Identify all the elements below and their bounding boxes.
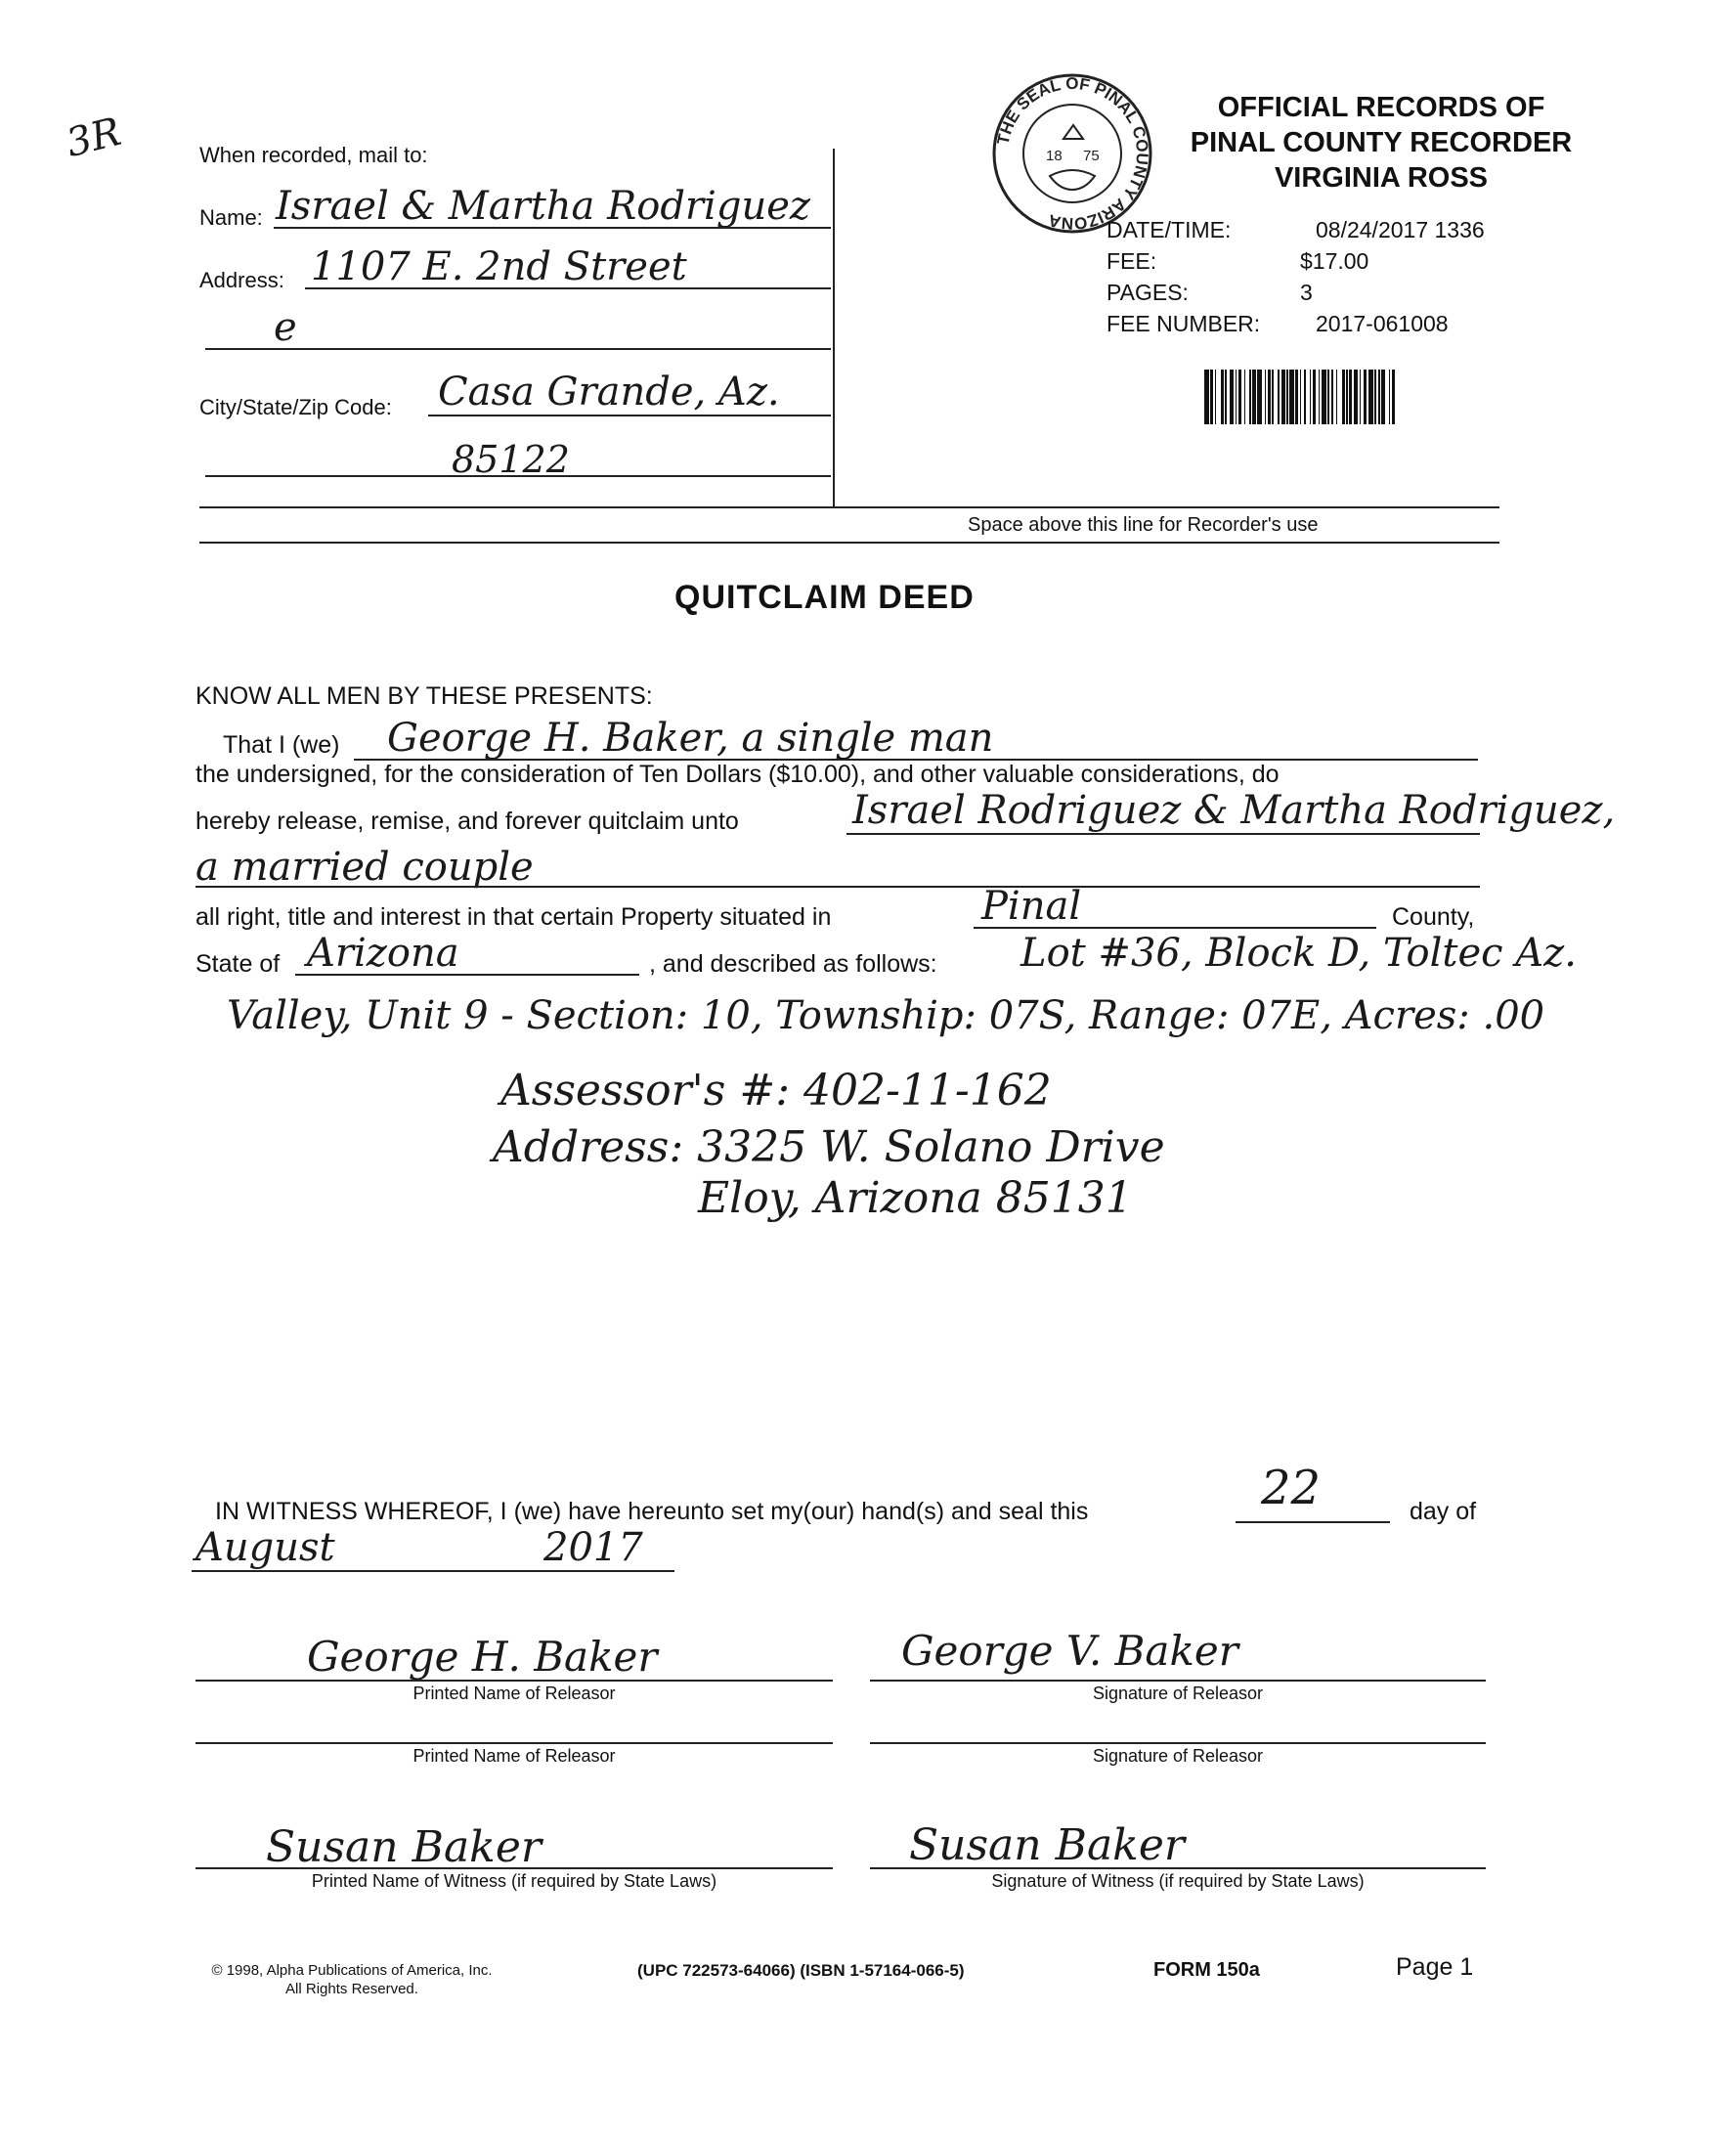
witness-signature-line — [870, 1867, 1486, 1869]
signature-1-line — [870, 1680, 1486, 1682]
barcode-bar — [1346, 370, 1348, 424]
mail-to-divider — [833, 149, 835, 506]
recorder-bottom-line — [199, 542, 1499, 544]
witness-signature-value: Susan Baker — [909, 1820, 1185, 1870]
barcode-bar — [1278, 370, 1280, 424]
grantee-line1-value: Israel Rodriguez & Martha Rodriguez, — [852, 788, 1616, 833]
city-value: Casa Grande, Az. — [438, 370, 780, 415]
record-datetime-label: DATE/TIME: — [1107, 217, 1232, 242]
barcode-bar — [1230, 370, 1235, 424]
witness-date-line — [192, 1570, 674, 1572]
barcode-bar — [1310, 370, 1312, 424]
recorder-header-line2: PINAL COUNTY RECORDER — [1190, 127, 1573, 158]
signature-1-value: George V. Baker — [901, 1627, 1238, 1675]
state-value: Arizona — [307, 931, 459, 976]
legal-line2: Valley, Unit 9 - Section: 10, Township: 07S, Range: 07E, Acres: .00 — [227, 993, 1545, 1038]
witness-printed-line — [195, 1867, 833, 1869]
barcode-bar — [1349, 370, 1352, 424]
page-number: Page 1 — [1396, 1953, 1474, 1981]
witness-signature-label: Signature of Witness (if required by State Laws) — [991, 1871, 1365, 1891]
barcode-bar — [1331, 370, 1333, 424]
record-fee-number-value: 2017-061008 — [1316, 311, 1449, 336]
copyright-line1: © 1998, Alpha Publications of America, Inc. — [211, 1962, 493, 1979]
witness-text: IN WITNESS WHEREOF, I (we) have hereunto set my(our) hand(s) and seal this — [215, 1498, 1089, 1525]
barcode-bar — [1210, 370, 1213, 424]
recorder-top-line — [199, 506, 1499, 508]
copyright-line2: All Rights Reserved. — [285, 1981, 418, 1997]
signature-2-label: Signature of Releasor — [1092, 1746, 1264, 1766]
barcode-bar — [1215, 370, 1217, 424]
deed-title: QUITCLAIM DEED — [674, 579, 975, 616]
upc-isbn-codes: (UPC 722573-64066) (ISBN 1-57164-066-5) — [637, 1961, 965, 1980]
county-seal-icon — [989, 70, 1155, 237]
state-line — [295, 974, 639, 976]
barcode-bar — [1295, 370, 1298, 424]
barcode-bar — [1392, 370, 1395, 424]
barcode-bar — [1327, 370, 1329, 424]
barcode-bar — [1336, 370, 1338, 424]
grantor-value: George H. Baker, a single man — [387, 716, 994, 761]
address-line — [305, 287, 831, 289]
that-label: That I (we) — [223, 731, 340, 759]
city-label: City/State/Zip Code: — [199, 395, 392, 419]
city-line — [428, 415, 831, 416]
barcode-bar — [1374, 370, 1376, 424]
county-line — [974, 927, 1376, 929]
barcode-bar — [1268, 370, 1271, 424]
barcode-bar — [1389, 370, 1391, 424]
barcode-bar — [1238, 370, 1241, 424]
address-line2 — [205, 348, 831, 350]
svg-text:18: 18 — [1046, 148, 1063, 164]
record-fee-label: FEE: — [1107, 248, 1157, 274]
witness-printed-label: Printed Name of Witness (if required by State Laws) — [311, 1871, 717, 1891]
barcode-bar — [1378, 370, 1380, 424]
legal-line1: Lot #36, Block D, Toltec Az. — [1020, 931, 1577, 976]
witness-year-value: 2017 — [543, 1525, 643, 1570]
printed-name-1-line — [195, 1680, 833, 1682]
county-label: County, — [1392, 903, 1475, 931]
barcode-bar — [1221, 370, 1224, 424]
barcode-bar — [1281, 370, 1284, 424]
know-all-text: KNOW ALL MEN BY THESE PRESENTS: — [195, 682, 653, 710]
barcode-bar — [1249, 370, 1251, 424]
printed-name-1-value: George H. Baker — [307, 1633, 658, 1681]
grantee-line2-value: a married couple — [195, 845, 534, 890]
barcode-bar — [1319, 370, 1321, 424]
record-datetime-value: 08/24/2017 1336 — [1316, 217, 1485, 242]
barcode-bar — [1354, 370, 1359, 424]
zip-line — [205, 475, 831, 477]
zip-value: 85122 — [452, 438, 570, 481]
barcode-bar — [1342, 370, 1345, 424]
barcode-bar — [1300, 370, 1302, 424]
barcode-bar — [1225, 370, 1227, 424]
svg-text:THE SEAL OF PINAL COUNTY ARIZO: THE SEAL OF PINAL COUNTY ARIZONA — [993, 73, 1152, 234]
barcode-bar — [1364, 370, 1367, 424]
name-label: Name: — [199, 205, 263, 230]
grantee-line1 — [846, 833, 1480, 835]
barcode-bar — [1252, 370, 1255, 424]
record-fee-number-label: FEE NUMBER: — [1107, 311, 1261, 336]
form-number: FORM 150a — [1153, 1959, 1260, 1981]
printed-name-2-line — [195, 1742, 833, 1744]
grantee-line2 — [195, 886, 1480, 888]
record-fee-value: $17.00 — [1300, 248, 1369, 274]
record-pages-value: 3 — [1300, 280, 1313, 305]
witness-month-value: August — [195, 1525, 335, 1570]
barcode-bar — [1304, 370, 1306, 424]
barcode-bar — [1313, 370, 1316, 424]
consideration-text: the undersigned, for the consideration of Ten Dollars ($10.00), and other valuable considerations, do — [195, 761, 1280, 788]
release-text: hereby release, remise, and forever quitclaim unto — [195, 808, 739, 835]
property-address-line1: Address: 3325 W. Solano Drive — [493, 1122, 1165, 1172]
svg-text:75: 75 — [1083, 148, 1100, 164]
address-label: Address: — [199, 268, 284, 292]
county-value: Pinal — [981, 884, 1082, 929]
name-line — [274, 227, 831, 229]
witness-printed-value: Susan Baker — [266, 1822, 542, 1872]
barcode-bar — [1360, 370, 1362, 424]
copyright-notice — [184, 1961, 520, 1998]
record-pages-label: PAGES: — [1107, 280, 1189, 305]
printed-name-2-label: Printed Name of Releasor — [412, 1746, 616, 1766]
address-line2-value: e — [274, 305, 297, 350]
barcode-bar — [1322, 370, 1326, 424]
signature-2-line — [870, 1742, 1486, 1744]
barcode-bar — [1265, 370, 1267, 424]
witness-day-of: day of — [1410, 1498, 1477, 1525]
barcode-bar — [1257, 370, 1262, 424]
name-value: Israel & Martha Rodriguez — [276, 184, 810, 229]
barcode-bar — [1236, 370, 1237, 424]
printed-name-1-label: Printed Name of Releasor — [412, 1684, 616, 1703]
state-label: State of — [195, 950, 281, 978]
barcode-bar — [1272, 370, 1274, 424]
barcode-bar — [1368, 370, 1373, 424]
margin-note: 3R — [62, 109, 126, 167]
assessor-number: Assessor's #: 402-11-162 — [500, 1066, 1052, 1115]
barcode-bar — [1286, 370, 1288, 424]
barcode-bar — [1381, 370, 1384, 424]
property-address-line2: Eloy, Arizona 85131 — [698, 1173, 1133, 1223]
mail-to-heading: When recorded, mail to: — [199, 143, 428, 167]
address-value: 1107 E. 2nd Street — [311, 244, 687, 289]
barcode-bar — [1289, 370, 1294, 424]
signature-1-label: Signature of Releasor — [1092, 1684, 1264, 1703]
recorder-header — [1151, 90, 1611, 196]
described-text: , and described as follows: — [649, 950, 937, 978]
recorder-space-note: Space above this line for Recorder's use — [968, 514, 1319, 536]
barcode — [1204, 370, 1537, 424]
recorder-header-line3: VIRGINIA ROSS — [1274, 162, 1489, 194]
witness-day-line — [1236, 1521, 1390, 1523]
rights-text: all right, title and interest in that certain Property situated in — [195, 903, 832, 931]
barcode-bar — [1204, 370, 1209, 424]
barcode-bar — [1244, 370, 1246, 424]
witness-day-value: 22 — [1261, 1461, 1322, 1515]
recorder-header-line1: OFFICIAL RECORDS OF — [1217, 92, 1545, 123]
